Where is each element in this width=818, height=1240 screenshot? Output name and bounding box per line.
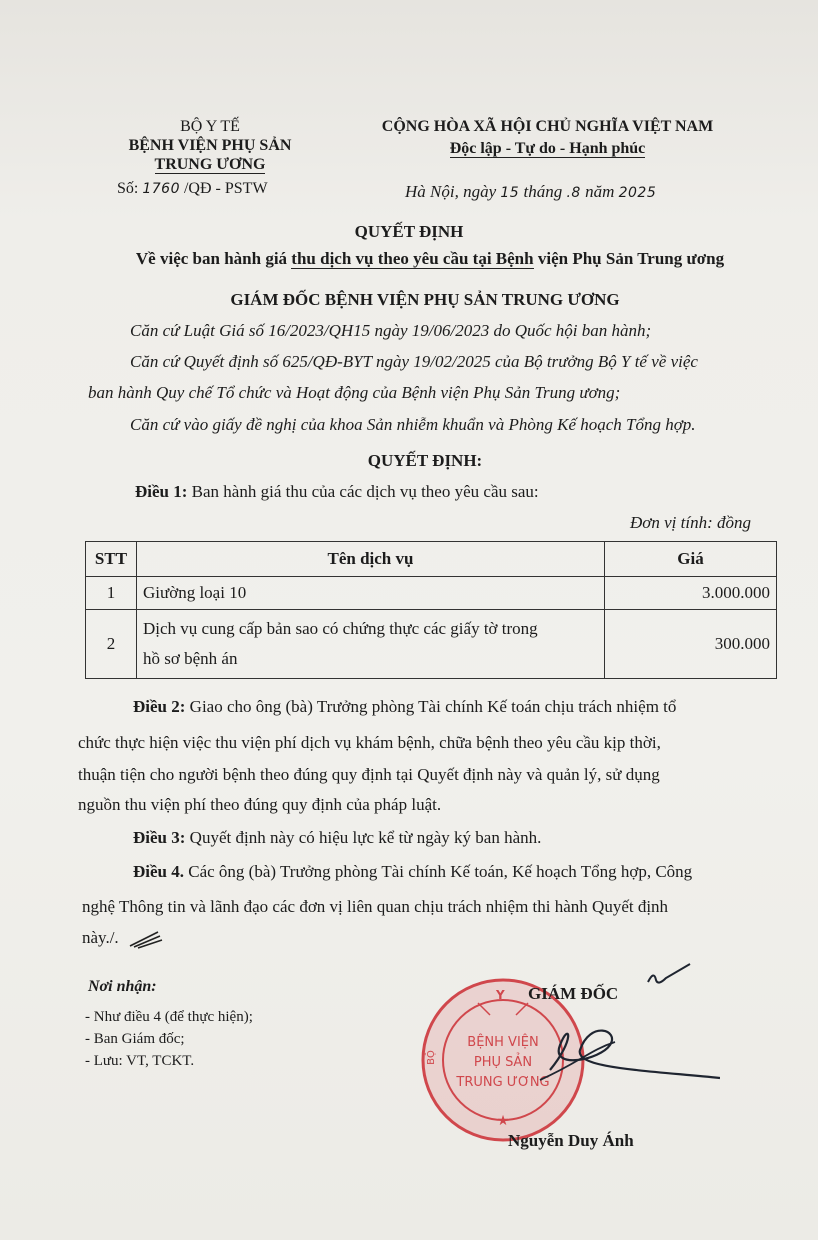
row-2-price: 300.000	[605, 610, 777, 679]
year-label: năm	[585, 182, 615, 201]
article-1	[135, 482, 539, 502]
article-1-label: Điều 1:	[135, 482, 188, 501]
decision-number	[117, 180, 268, 198]
signatory-title: GIÁM ĐỐC	[528, 984, 619, 1003]
subject-mid: thu dịch vụ theo yêu cầu tại Bệnh	[291, 249, 534, 268]
list-item: - Ban Giám đốc;	[85, 1031, 185, 1047]
basis-1: Căn cứ Luật Giá số 16/2023/QH15 ngày 19/06/2023 do Quốc hội ban hành;	[130, 321, 652, 340]
row-1-stt: 1	[86, 577, 137, 610]
handwritten-signature	[520, 950, 720, 1090]
ministry-name: BỘ Y TẾ	[180, 118, 240, 135]
list-item: - Lưu: VT, TCKT.	[85, 1053, 195, 1069]
decision-heading: QUYẾT ĐỊNH:	[367, 451, 483, 470]
article-3-label: Điều 3:	[133, 828, 186, 847]
place-date	[405, 182, 656, 202]
number-prefix: Số:	[117, 180, 139, 197]
row-1-name: Giường loại 10	[137, 577, 605, 610]
document-subject	[0, 249, 818, 269]
authority-heading: GIÁM ĐỐC BỆNH VIỆN PHỤ SẢN TRUNG ƯƠNG	[230, 290, 620, 309]
table-row	[86, 610, 777, 679]
stamp-line1: BỆNH VIỆN	[467, 1035, 539, 1050]
row-2-name-line1: Dịch vụ cung cấp bản sao có chứng thực các giấy tờ trong	[143, 619, 538, 638]
subject-pre: Về việc ban hành giá	[135, 249, 288, 268]
basis-2b: ban hành Quy chế Tổ chức và Hoạt động của Bệnh viện Phụ Sản Trung ương;	[88, 383, 621, 402]
article-1-text: Ban hành giá thu của các dịch vụ theo yêu cầu sau:	[191, 482, 539, 501]
nation-title: CỘNG HÒA XÃ HỘI CHỦ NGHĨA VIỆT NAM	[381, 118, 714, 135]
article-2-text1: Giao cho ông (bà) Trưởng phòng Tài chính Kế toán chịu trách nhiệm tổ	[189, 697, 677, 716]
article-4-line2: nghệ Thông tin và lãnh đạo các đơn vị liên quan chịu trách nhiệm thi hành Quyết định	[82, 897, 669, 916]
article-2-line1	[133, 697, 676, 717]
table-header-row	[86, 542, 777, 577]
article-4-text1: Các ông (bà) Trưởng phòng Tài chính Kế toán, Kế hoạch Tổng hợp, Công	[188, 862, 693, 881]
place-date-prefix: Hà Nội, ngày	[405, 182, 497, 201]
row-2-name	[137, 610, 605, 679]
svg-text:★: ★	[496, 1113, 510, 1129]
article-4-line3: này./.	[82, 928, 119, 947]
date-year: 2025	[618, 185, 657, 201]
stamp-side: BỘ	[425, 1050, 437, 1065]
date-month: .8	[566, 185, 581, 201]
stamp-line3: TRUNG ƯƠNG	[456, 1075, 550, 1090]
basis-3: Căn cứ vào giấy đề nghị của khoa Sản nhiễm khuẩn và Phòng Kế hoạch Tổng hợp.	[130, 415, 696, 434]
stamp-line2: PHỤ SẢN	[473, 1055, 533, 1070]
recipients-list	[85, 1006, 253, 1072]
header-price: Giá	[605, 542, 777, 577]
motto-text: Độc lập - Tự do - Hạnh phúc	[449, 140, 646, 157]
list-item: - Như điều 4 (để thực hiện);	[85, 1009, 253, 1025]
document-title: QUYẾT ĐỊNH	[354, 222, 464, 241]
header-stt: STT	[86, 542, 137, 577]
article-3	[133, 828, 541, 848]
hospital-name-line2-text: TRUNG ƯƠNG	[154, 156, 266, 173]
subject-post: viện Phụ Sản Trung ương	[537, 249, 725, 268]
article-2-line3: thuận tiện cho người bệnh theo đúng quy định tại Quyết định này và quản lý, sử dụng	[78, 765, 660, 784]
hospital-name-line1: BỆNH VIỆN PHỤ SẢN	[128, 137, 292, 154]
article-2-label: Điều 2:	[133, 697, 186, 716]
service-price-table	[85, 541, 777, 679]
article-3-text: Quyết định này có hiệu lực kể từ ngày ký ban hành.	[189, 828, 542, 847]
article-4-line1	[133, 862, 692, 882]
header-service-name: Tên dịch vụ	[137, 542, 605, 577]
unit-note: Đơn vị tính: đồng	[630, 513, 751, 532]
number-suffix: /QĐ - PSTW	[183, 180, 268, 197]
date-day: 15	[500, 185, 520, 201]
row-2-name-line2: hồ sơ bệnh án	[143, 649, 238, 668]
article-2-line2: chức thực hiện việc thu viện phí dịch vụ khám bệnh, chữa bệnh theo yêu cầu kịp thời,	[78, 733, 661, 752]
hospital-name-line2	[100, 156, 320, 174]
month-label: tháng	[523, 182, 563, 201]
motto	[350, 140, 745, 158]
row-2-stt: 2	[86, 610, 137, 679]
basis-2a: Căn cứ Quyết định số 625/QĐ-BYT ngày 19/02/2025 của Bộ trưởng Bộ Y tế về việc	[130, 352, 698, 371]
recipients-heading: Nơi nhận:	[88, 978, 157, 995]
article-2-line4: nguồn thu viện phí theo đúng quy định của pháp luật.	[78, 795, 442, 814]
signatory-name: Nguyễn Duy Ánh	[508, 1131, 634, 1150]
number-handwritten: 1760	[142, 181, 180, 197]
table-row	[86, 577, 777, 610]
row-1-price: 3.000.000	[605, 577, 777, 610]
article-4-label: Điều 4.	[133, 862, 184, 881]
stamp-top: Y	[496, 988, 505, 1002]
initials-mark	[128, 928, 164, 950]
